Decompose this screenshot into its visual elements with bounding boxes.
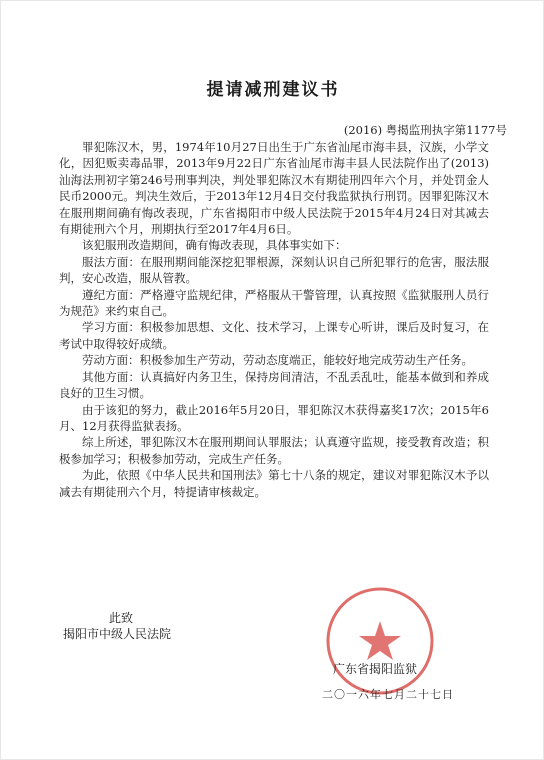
paragraph: 其他方面：认真搞好内务卫生，保持房间清洁，不乱丢乱吐，能基本做到和养成良好的卫生习惯。 [59, 369, 489, 401]
paragraph: 该犯服刑改造期间，确有悔改表现，具体事实如下： [82, 238, 347, 253]
recipient-court: 揭阳市中级人民法院 [63, 627, 172, 641]
paragraph: 为此，依照《中华人民共和国刑法》第七十八条的规定，建议对罪犯陈汉木予以减去有期徒刑六个月，特提请审核裁定。 [59, 468, 489, 499]
document-number: (2016) 粤揭监刑执字第1177号 [343, 123, 507, 137]
paragraph: 学习方面：积极参加思想、文化、技术学习，上课专心听讲，课后及时复习，在考试中取得较好成绩。 [59, 320, 489, 351]
paragraph: 罪犯陈汉木，男，1974年10月27日出生于广东省汕尾市海丰县，汉族，小学文化，因犯贩卖毒品罪，2013年9月22日广东省汕尾市海丰县人民法院作出了(2013)汕海法刑初字第246号刑事判决，判处罪犯陈汉木有期徒刑四年六个月，并处罚金人民币2000元。判决生效后，于2013年12月4日交付我监狱执行刑罚。因罪犯陈汉木在服刑期间确有悔改表现，广东省揭阳市中级人民法院于2015年4月24日对其减去有期徒刑六个月，刑期执行至2017年4月6日。 [59, 140, 489, 237]
document-title: 提请减刑建议书 [206, 80, 340, 100]
paragraph: 劳动方面：积极参加生产劳动，劳动态度端正，能较好地完成劳动生产任务。 [82, 353, 473, 368]
paragraph: 遵纪方面：严格遵守监规纪律，严格服从干警管理，认真按照《监狱服刑人员行为规范》来约束自己。 [59, 287, 489, 319]
paragraph: 由于该犯的努力，截止2016年5月20日，罪犯陈汉木获得嘉奖17次；2015年6月、12月获得监狱表扬。 [59, 402, 489, 433]
paragraph: 综上所述，罪犯陈汉木在服刑期间认罪服法；认真遵守监规，接受教育改造；积极参加学习；积极参加劳动，完成生产任务。 [59, 435, 489, 466]
official-seal [320, 581, 440, 701]
closing-salutation: 此致 [109, 611, 134, 625]
paragraph: 服法方面：在服刑期间能深挖犯罪根源，深刻认识自己所犯罪行的危害，服法服判，安心改造，服从管教。 [59, 254, 489, 286]
issue-date: 二〇一六年七月二十七日 [322, 688, 454, 701]
document-body [59, 139, 489, 500]
seal-star-icon [359, 621, 401, 660]
issuer: 广东省揭阳监狱 [333, 662, 418, 676]
